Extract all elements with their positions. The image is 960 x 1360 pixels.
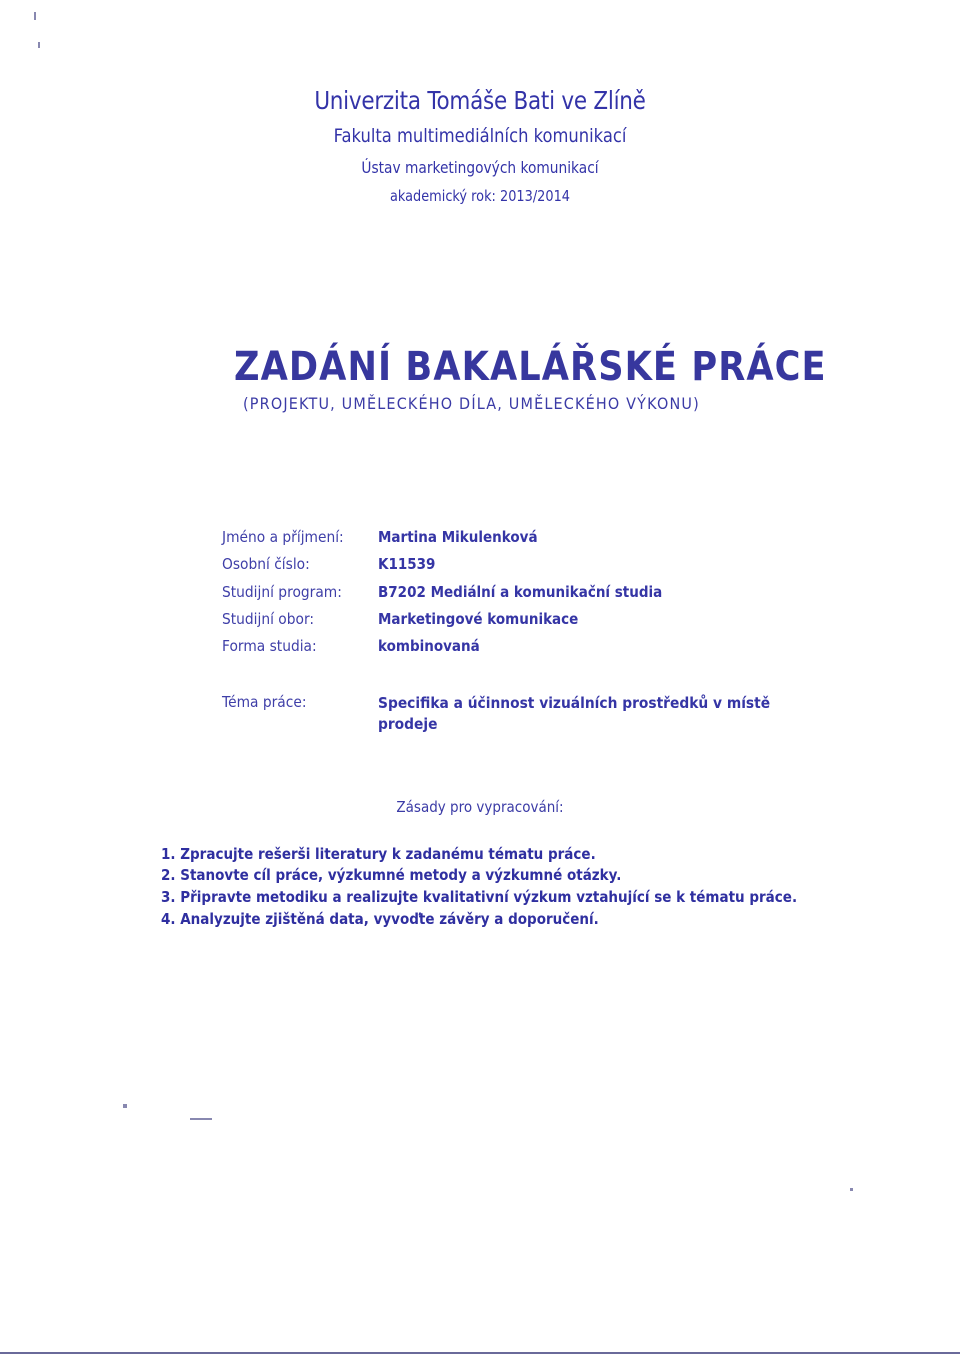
document-title: ZADÁNÍ BAKALÁŘSKÉ PRÁCE	[234, 344, 827, 390]
scan-mark	[850, 1188, 853, 1191]
faculty-name: Fakulta multimediálních komunikací	[333, 125, 627, 147]
field-label-name: Jméno a příjmení:	[222, 528, 344, 546]
field-label-study-form: Forma studia:	[222, 637, 317, 655]
document-subtitle: (PROJEKTU, UMĚLECKÉHO DÍLA, UMĚLECKÉHO VÝKONU)	[243, 394, 700, 413]
scan-mark	[190, 1118, 212, 1120]
field-label-study-field: Studijní obor:	[222, 610, 315, 628]
principles-heading: Zásady pro vypracování:	[396, 798, 564, 816]
academic-year: akademický rok: 2013/2014	[389, 187, 571, 205]
university-name: Univerzita Tomáše Bati ve Zlíně	[314, 86, 646, 115]
scan-mark	[123, 1104, 127, 1108]
field-value-study-form: kombinovaná	[378, 637, 480, 655]
scan-mark	[34, 12, 36, 20]
scan-edge-line	[0, 1352, 960, 1354]
principle-item: 2. Stanovte cíl práce, výzkumné metody a výzkumné otázky.	[161, 866, 622, 884]
field-value-personal-number: K11539	[378, 555, 436, 573]
principle-item: 4. Analyzujte zjištěná data, vyvoďte závěry a doporučení.	[161, 910, 599, 928]
field-value-study-program: B7202 Mediální a komunikační studia	[378, 583, 663, 601]
scan-mark	[38, 42, 40, 48]
field-value-name: Martina Mikulenková	[378, 528, 538, 546]
field-label-personal-number: Osobní číslo:	[222, 555, 310, 573]
principle-item: 1. Zpracujte rešerši literatury k zadanému tématu práce.	[161, 845, 596, 863]
topic-value: Specifika a účinnost vizuálních prostředků v místě prodeje	[378, 694, 771, 733]
field-value-study-field: Marketingové komunikace	[378, 610, 579, 628]
field-label-study-program: Studijní program:	[222, 583, 342, 601]
topic-label: Téma práce:	[222, 693, 307, 711]
institute-name: Ústav marketingových komunikací	[361, 158, 599, 177]
principle-item: 3. Připravte metodiku a realizujte kvalitativní výzkum vztahující se k tématu práce.	[161, 888, 798, 906]
